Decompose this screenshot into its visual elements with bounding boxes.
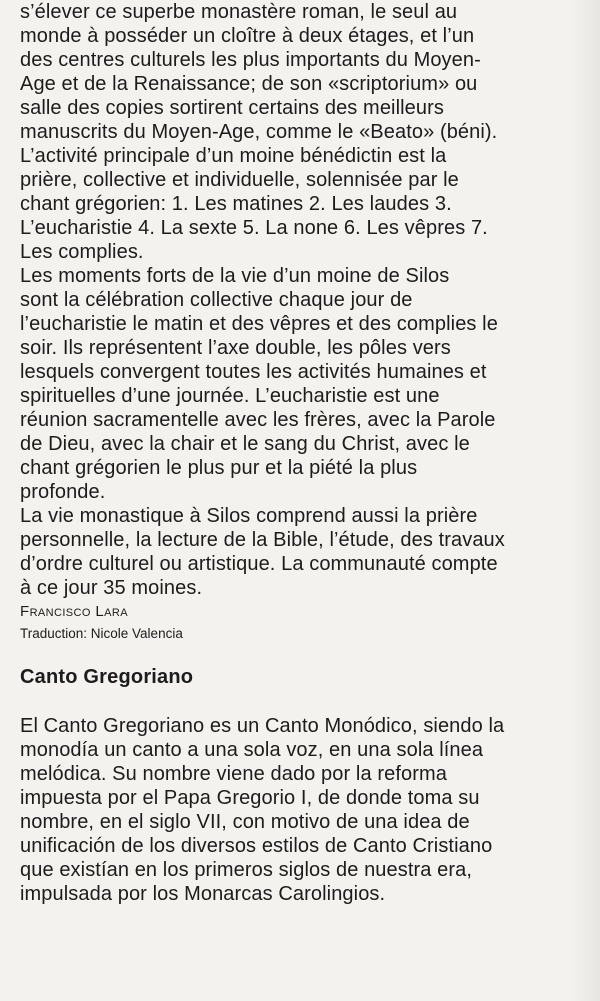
paragraph-benedictine-prayer: L’activité principale d’un moine bénédictin est la prière, collective et individuelle, solennisée par le chant grégorien: 1. Les matines 2. Les laudes 3. L’eucharistie 4. La sexte 5. La none 6. Les vêpres 7. Les complies. — [20, 145, 488, 263]
paragraph-silos-moments: Les moments forts de la vie d’un moine de Silos sont la célébration collective chaque jour de l’eucharistie le matin et des vêpres et des complies le soir. Ils représentent l’axe double, les pôles vers lesquels convergent toutes les activités humaines et spirituelles d’une journée. L’eucharistie est une réunion sacramentelle avec les frères, avec la Parole de Dieu, avec la chair et le sang du Christ, avec le chant grégorien le plus pur et la piété la plus profonde. — [20, 265, 498, 503]
translator-credit: Traduction: Nicole Valencia — [20, 626, 183, 641]
paragraph-monastery: s’élever ce superbe monastère roman, le seul au monde à posséder un cloître à deux étages, et l’un des centres culturels les plus importants du Moyen- Age et de la Renaissance; de son «scriptorium» ou salle des copies sortirent certains des meilleurs manuscrits du Moyen-Age, comme le «Beato» (béni). — [20, 1, 498, 143]
text-column — [20, 0, 585, 926]
section-title: Canto Gregoriano — [20, 666, 194, 688]
section-body: El Canto Gregoriano es un Canto Monódico, siendo la monodía un canto a una sola voz, en una sola línea melódica. Su nombre viene dado por la reforma impuesta por el Papa Gregorio I, de donde toma su nombre, en el siglo VII, con motivo de una idea de unificación de los diversos estilos de Canto Cristiano que existían en los primeros siglos de nuestra era, impulsada por los Monarcas Carolingios. — [20, 715, 505, 905]
paragraph-monastic-life: La vie monastique à Silos comprend aussi la prière personnelle, la lecture de la Bible, l’étude, des travaux d’ordre culturel ou artistique. La communauté compte à ce jour 35 moines. — [20, 505, 505, 599]
author-name: Francisco Lara — [20, 603, 128, 620]
